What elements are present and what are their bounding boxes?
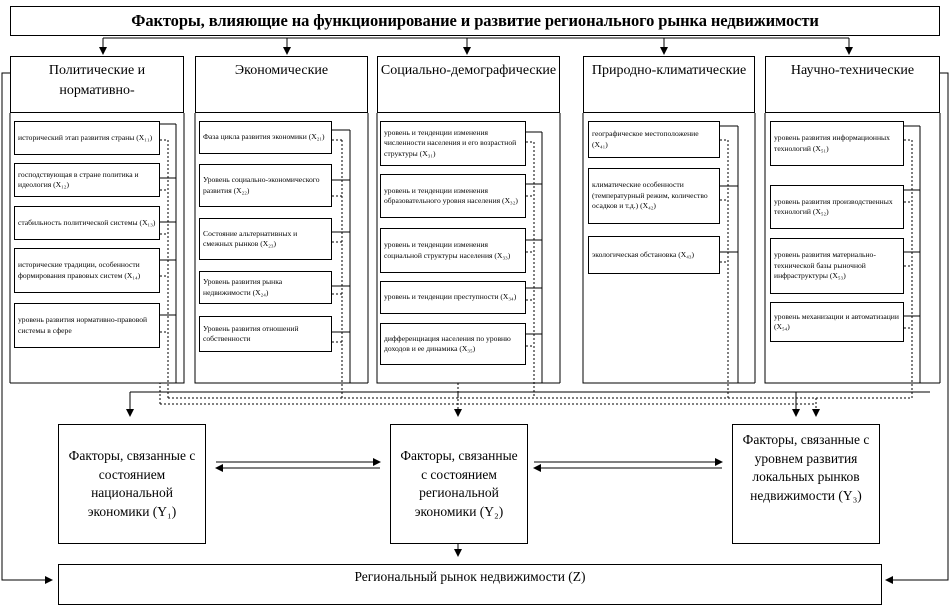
factor-x33: уровень и тенденции изменения социальной структуры населения (X₃₃) xyxy=(380,228,526,273)
category-political xyxy=(10,56,184,113)
factor-x23: Состояние альтернативных и смежных рынков (X₂₃) xyxy=(199,218,332,260)
regional-real-estate-market: Региональный рынок недвижимости (Z) xyxy=(58,564,882,605)
factor-x32: уровень и тенденции изменения образовательного уровня населения (X₃₂) xyxy=(380,174,526,218)
factor-x22: Уровень социально-экономического развития (X₂₂) xyxy=(199,164,332,207)
factor-x31: уровень и тенденции изменения численности населения и его возрастной структуры (X₃₁) xyxy=(380,121,526,166)
factor-y3-local-markets: Факторы, связанные с уровнем развития локальных рынков недвижимости (Y₃) xyxy=(732,424,880,544)
factor-x34: уровень и тенденции преступности (X₃₄) xyxy=(380,281,526,314)
factor-x35: дифференциация населения по уровню доходов и ее динамика (X₃₅) xyxy=(380,323,526,365)
factor-x12: господствующая в стране политика и идеология (X₁₂) xyxy=(14,163,160,197)
category-tech-label: Научно-технические xyxy=(790,63,915,78)
category-social-label: Социально-демографические xyxy=(380,63,557,78)
category-social xyxy=(377,56,560,113)
factor-x42: климатические особенности (температурный режим, количество осадков и т.д.) (X₄₂) xyxy=(588,168,720,224)
factor-x14: исторические традиции, особенности формирования правовых систем (X₁₄) xyxy=(14,248,160,293)
factor-x13: стабильность политической системы (X₁₃) xyxy=(14,206,160,240)
diagram-title: Факторы, влияющие на функционирование и развитие регионального рынка недвижимости xyxy=(10,6,940,36)
factor-x25: Уровень развития отношений собственности xyxy=(199,316,332,352)
category-political-label: Политические и нормативно- xyxy=(48,63,146,98)
factor-x21: Фаза цикла развития экономики (X₂₁) xyxy=(199,121,332,154)
category-tech xyxy=(765,56,940,113)
category-economic xyxy=(195,56,368,113)
category-natural xyxy=(583,56,755,113)
factor-y2-regional-economy: Факторы, связанные с состоянием региональной экономики (Y₂) xyxy=(390,424,528,544)
factor-x52: уровень развития производственных технологий (X₅₂) xyxy=(770,185,904,229)
factor-x15: уровень развития нормативно-правовой системы в сфере xyxy=(14,303,160,348)
factor-y1-national-economy: Факторы, связанные с состоянием национальной экономики (Y₁) xyxy=(58,424,206,544)
factor-x51: уровень развития информационных технологий (X₅₁) xyxy=(770,121,904,166)
factor-x53: уровень развития материально-технической базы рыночной инфраструктуры (X₅₃) xyxy=(770,238,904,294)
category-natural-label: Природно-климатические xyxy=(591,63,747,78)
factor-x24: Уровень развития рынка недвижимости (X₂₄) xyxy=(199,271,332,304)
category-economic-label: Экономические xyxy=(234,63,329,78)
factor-x11: исторический этап развития страны (X₁₁) xyxy=(14,121,160,155)
factor-x54: уровень механизации и автоматизации (X₅₄) xyxy=(770,302,904,342)
factor-x41: географическое местоположение (X₄₁) xyxy=(588,121,720,158)
factor-x43: экологическая обстановка (X₄₃) xyxy=(588,236,720,274)
